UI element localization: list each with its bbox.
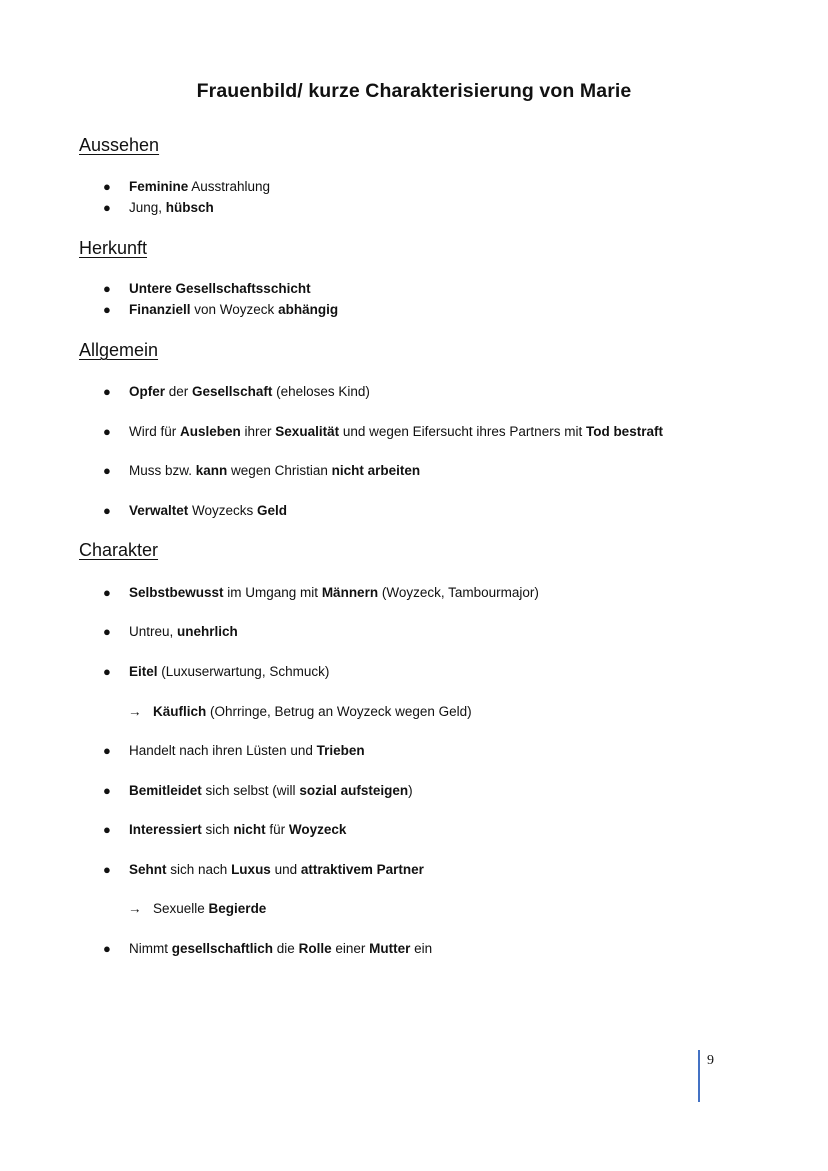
page-title: Frauenbild/ kurze Charakterisierung von Marie: [196, 80, 632, 102]
bold-text-run: unehrlich: [177, 624, 238, 639]
bold-text-run: Tod bestraft: [585, 424, 663, 439]
bold-text-run: Finanziell: [129, 302, 191, 317]
bold-text-run: Untere Gesellschaftsschicht: [129, 281, 311, 296]
item-text: [129, 783, 413, 798]
sub-item-text: [153, 901, 266, 916]
list-item: [103, 742, 365, 760]
bold-text-run: Gesellschaft: [192, 384, 273, 399]
list-item: [103, 502, 287, 520]
bold-text-run: nicht: [233, 822, 266, 837]
bullet-icon: ●: [103, 862, 111, 877]
bold-text-run: Sexualität: [275, 424, 340, 439]
text-run: ): [408, 783, 413, 798]
list-item: [103, 423, 663, 441]
text-run: von Woyzeck: [190, 302, 279, 317]
bullet-icon: ●: [103, 503, 111, 518]
text-run: die: [273, 941, 299, 956]
bold-text-run: Mutter: [369, 941, 411, 956]
text-run: Ausstrahlung: [188, 179, 271, 194]
item-text: [129, 743, 365, 758]
list-item: [103, 782, 413, 800]
text-run: Jung,: [129, 200, 166, 215]
bold-text-run: Selbstbewusst: [129, 585, 224, 600]
text-run: wegen Christian: [227, 463, 332, 478]
bold-text-run: hübsch: [165, 200, 214, 215]
bold-text-run: Verwaltet: [129, 503, 189, 518]
bold-text-run: Woyzeck: [288, 822, 347, 837]
text-run: Woyzecks: [188, 503, 258, 518]
bold-text-run: sozial aufsteigen: [299, 783, 409, 798]
bullet-icon: ●: [103, 941, 111, 956]
item-text: [129, 179, 270, 194]
text-run: sich: [201, 822, 234, 837]
text-run: Sexuelle: [153, 901, 209, 916]
text-run: für: [265, 822, 289, 837]
bold-text-run: gesellschaftlich: [171, 941, 274, 956]
text-run: der: [165, 384, 193, 399]
text-run: (eheloses Kind): [272, 384, 370, 399]
section-heading-allgemein: Allgemein: [79, 340, 159, 360]
bold-text-run: abhängig: [278, 302, 339, 317]
text-run: Wird für: [129, 424, 181, 439]
bullet-icon: ●: [103, 179, 111, 194]
text-run: (Luxuserwartung, Schmuck): [157, 664, 330, 679]
list-item: [103, 462, 420, 480]
text-run: einer: [331, 941, 370, 956]
arrow-right-icon: →: [128, 704, 142, 719]
item-text: [129, 822, 346, 837]
text-run: Handelt nach ihren Lüsten und: [129, 743, 317, 758]
bullet-icon: ●: [103, 281, 111, 296]
section-heading-aussehen: Aussehen: [79, 135, 160, 155]
bold-text-run: Eitel: [129, 664, 158, 679]
bold-text-run: Ausleben: [180, 424, 241, 439]
bullet-icon: ●: [103, 664, 111, 679]
sub-item-text: [153, 704, 472, 719]
arrow-right-icon: →: [128, 901, 142, 916]
bold-text-run: Sehnt: [129, 862, 167, 877]
bold-text-run: Luxus: [231, 862, 271, 877]
section-heading-herkunft: Herkunft: [79, 238, 148, 258]
text-run: (Woyzeck, Tambourmajor): [378, 585, 539, 600]
sub-item: [128, 900, 266, 918]
list-item: [103, 940, 432, 958]
bold-text-run: Rolle: [298, 941, 332, 956]
list-item: [103, 280, 311, 298]
text-run: und: [270, 862, 301, 877]
item-text: [129, 862, 424, 877]
text-run: und wegen Eifersucht ihres Partners mit: [339, 424, 586, 439]
item-text: [129, 200, 214, 215]
bullet-icon: ●: [103, 463, 111, 478]
bold-text-run: Opfer: [129, 384, 166, 399]
bold-text-run: Begierde: [208, 901, 267, 916]
bold-text-run: Feminine: [129, 179, 189, 194]
list-item: [103, 301, 338, 319]
text-run: Muss bzw.: [129, 463, 196, 478]
list-item: [103, 383, 370, 401]
item-text: [129, 664, 329, 679]
bullet-icon: ●: [103, 424, 111, 439]
list-item: [103, 821, 346, 839]
text-run: im Umgang mit: [223, 585, 322, 600]
item-text: [129, 384, 370, 399]
list-item: [103, 663, 329, 681]
bold-text-run: Männern: [321, 585, 379, 600]
bullet-icon: ●: [103, 302, 111, 317]
section-heading-charakter: Charakter: [79, 540, 159, 560]
item-text: [129, 281, 311, 296]
item-text: [129, 585, 539, 600]
text-run: sich nach: [166, 862, 232, 877]
text-run: Nimmt: [129, 941, 172, 956]
bold-text-run: kann: [195, 463, 228, 478]
text-run: (Ohrringe, Betrug an Woyzeck wegen Geld): [206, 704, 472, 719]
bold-text-run: nicht arbeiten: [331, 463, 421, 478]
item-text: [129, 624, 238, 639]
item-text: [129, 302, 338, 317]
page-number-bar: [698, 1050, 700, 1102]
list-item: [103, 861, 424, 879]
list-item: [103, 584, 539, 602]
bullet-icon: ●: [103, 822, 111, 837]
item-text: [129, 503, 287, 518]
text-run: sich selbst (will: [201, 783, 300, 798]
bold-text-run: Interessiert: [129, 822, 202, 837]
item-text: [129, 463, 420, 478]
text-run: Untreu,: [129, 624, 178, 639]
bold-text-run: Bemitleidet: [129, 783, 202, 798]
bullet-icon: ●: [103, 783, 111, 798]
bullet-icon: ●: [103, 743, 111, 758]
bullet-icon: ●: [103, 384, 111, 399]
list-item: [103, 178, 270, 196]
text-run: ein: [410, 941, 433, 956]
list-item: [103, 199, 214, 217]
bullet-icon: ●: [103, 585, 111, 600]
bold-text-run: Trieben: [316, 743, 365, 758]
bullet-icon: ●: [103, 200, 111, 215]
item-text: [129, 424, 663, 439]
page-number: 9: [707, 1053, 714, 1068]
bullet-icon: ●: [103, 624, 111, 639]
bold-text-run: Käuflich: [153, 704, 207, 719]
text-run: ihrer: [240, 424, 276, 439]
list-item: [103, 623, 238, 641]
bold-text-run: attraktivem Partner: [300, 862, 424, 877]
sub-item: [128, 703, 472, 721]
bold-text-run: Geld: [257, 503, 288, 518]
item-text: [129, 941, 432, 956]
